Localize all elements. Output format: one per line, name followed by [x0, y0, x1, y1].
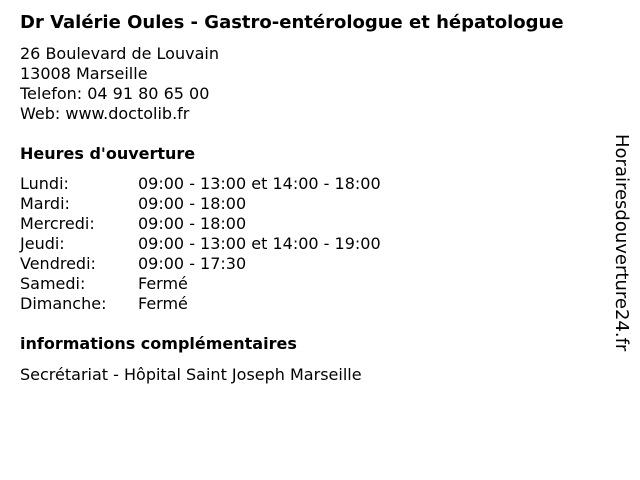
hours-value: 09:00 - 18:00	[138, 194, 247, 213]
city-address: 13008 Marseille	[20, 64, 148, 83]
day-label: Jeudi:	[20, 234, 65, 253]
additional-info-heading: informations complémentaires	[20, 334, 297, 353]
day-label: Vendredi:	[20, 254, 96, 273]
day-label: Lundi:	[20, 174, 69, 193]
hours-value: Fermé	[138, 294, 188, 313]
page-title: Dr Valérie Oules - Gastro-entérologue et hépatologue	[20, 12, 564, 33]
street-address: 26 Boulevard de Louvain	[20, 44, 219, 63]
day-label: Mardi:	[20, 194, 70, 213]
hours-value: 09:00 - 13:00 et 14:00 - 19:00	[138, 234, 381, 253]
hours-value: 09:00 - 18:00	[138, 214, 247, 233]
phone-number: Telefon: 04 91 80 65 00	[20, 84, 210, 103]
website: Web: www.doctolib.fr	[20, 104, 190, 123]
site-watermark: Horairesdouverture24.fr	[611, 134, 632, 352]
day-label: Samedi:	[20, 274, 86, 293]
hours-value: 09:00 - 17:30	[138, 254, 247, 273]
address-block	[20, 44, 219, 124]
day-label: Dimanche:	[20, 294, 107, 313]
day-label: Mercredi:	[20, 214, 95, 233]
hours-value: 09:00 - 13:00 et 14:00 - 18:00	[138, 174, 381, 193]
hours-value: Fermé	[138, 274, 188, 293]
additional-info-text: Secrétariat - Hôpital Saint Joseph Marseille	[20, 365, 362, 384]
opening-hours-heading: Heures d'ouverture	[20, 144, 196, 163]
